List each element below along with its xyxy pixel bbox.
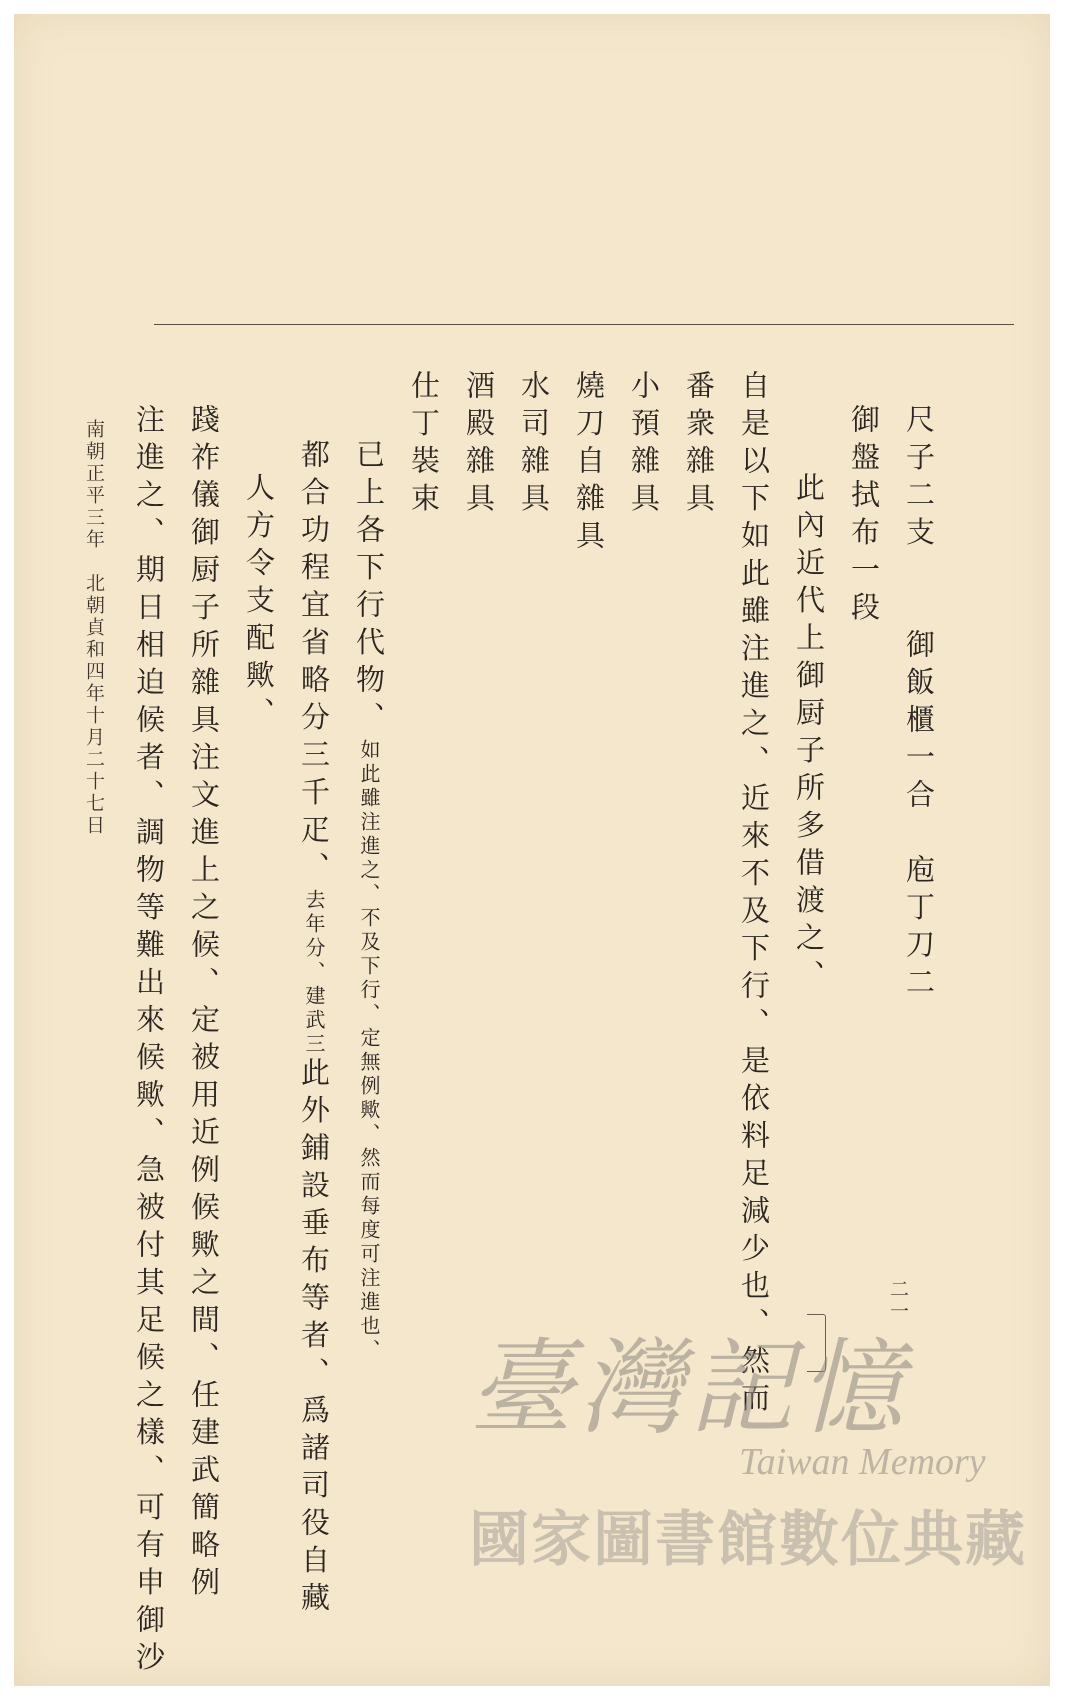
column-12-cont: 此外鋪設垂布等者、爲諸司役自藏 <box>297 1057 331 1620</box>
text-column-7: 燒刀自雜具 <box>572 370 606 558</box>
text-column-14: 踐祚儀御厨子所雜具注文進上之候、定被用近例候歟之間、任建武簡略例 <box>187 404 221 1604</box>
column-11-note: 如此雖注進之、不及下行、定無例歟、然而每度可注進也、 <box>357 739 381 1363</box>
watermark <box>469 1304 1029 1575</box>
text-column-4: 自是以下如此雖注進之、近來不及下行、是依料足減少也、然而 <box>737 370 771 1420</box>
column-12-note: 去年分、建武三 <box>302 889 326 1057</box>
page-number: 二一 <box>887 1279 909 1323</box>
text-column-15: 注進之、期日相迫候者、調物等難出來候歟、急被付其足候之樣、可有申御沙 <box>132 404 166 1679</box>
text-column-10: 仕丁裝束 <box>407 370 441 520</box>
watermark-subtitle: Taiwan Memory <box>739 1441 986 1483</box>
column-11-main: 已上各下行代物、 <box>352 439 386 739</box>
text-column-1: 尺子二支 御飯櫃一合 庖丁刀二 <box>902 404 936 1004</box>
header-rule <box>154 324 1014 325</box>
text-column-5: 番衆雜具 <box>682 370 716 520</box>
text-column-2: 御盤拭布一段 <box>847 404 881 629</box>
watermark-title: 臺灣記憶 <box>469 1327 910 1449</box>
text-column-11 <box>352 439 386 1363</box>
book-page <box>14 14 1050 1686</box>
watermark-org: 國家圖書館數位典藏 <box>469 1505 1027 1575</box>
text-column-3: 此內近代上御厨子所多借渡之、 <box>792 472 826 997</box>
text-column-9: 酒殿雜具 <box>462 370 496 520</box>
footer-date: 南朝正平三年 北朝貞和四年十月二十七日 <box>83 419 105 837</box>
text-column-13: 人方令支配歟、 <box>242 472 276 735</box>
text-column-6: 小預雜具 <box>627 370 661 520</box>
text-column-8: 水司雜具 <box>517 370 551 520</box>
column-12-main: 都合功程宜省略分三千疋、 <box>297 439 331 889</box>
text-column-12 <box>297 439 331 1620</box>
